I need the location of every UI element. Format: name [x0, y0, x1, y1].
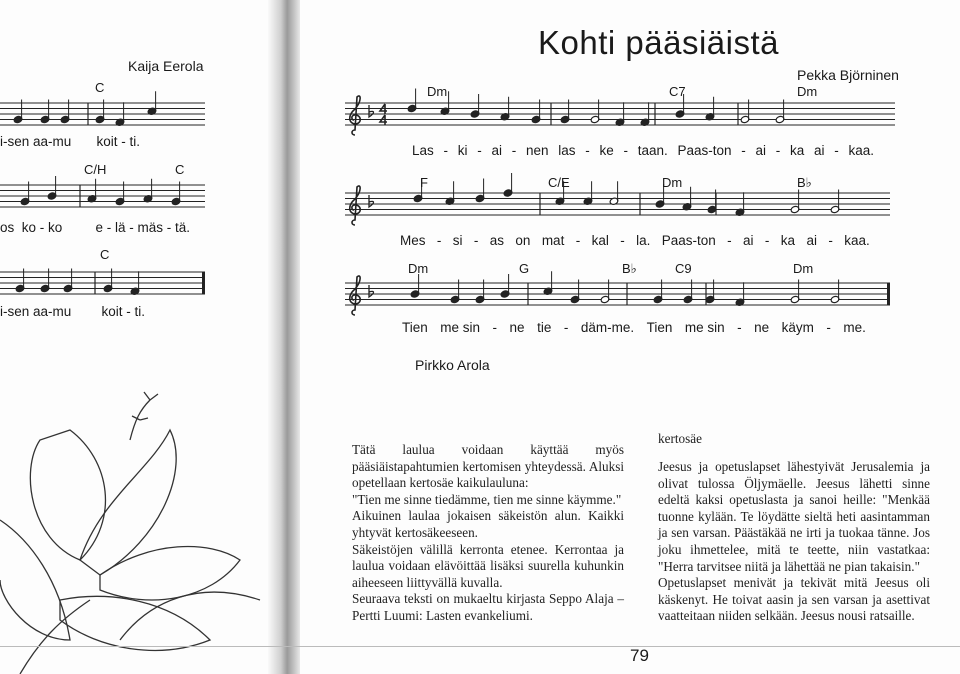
lyric-syllable: on	[515, 233, 531, 248]
lyric-syllable: Tien	[402, 320, 428, 335]
lyric-syllable: Paas-ton	[661, 233, 716, 248]
chord: B♭	[622, 261, 637, 276]
lyric-syllable: ai	[813, 143, 825, 158]
left-lyrics-line: i-sen aa-mu koit - ti.	[0, 134, 140, 149]
lyric-syllable: däm-me.	[580, 320, 635, 335]
chord: C/H	[84, 162, 107, 177]
lyric-syllable: -	[492, 320, 498, 335]
lyrics-line-2	[400, 233, 870, 248]
lyric-syllable: -	[620, 233, 625, 248]
left-lyrics-line: os ko - ko e - lä - mäs - tä.	[0, 220, 190, 235]
story-text: Jeesus ja opetuslapset lähestyivät Jerusalemia ja olivat tulossa Öljymäelle. Jeesus lähetti sinne edeltä kaksi opetuslasta ja sanoi heille: "Menkää tuonne kylään. Te löydätte sieltä heti aasintamman ja sen varsan. Päästäkää ne irti ja tuokaa tänne. Jos joku ihmettelee, mitä te teette, niin vastatkaa: "Herra tarvitsee niitä ja lähettää ne pian takaisin." Opetuslapset menivät ja tekivät mitä Jeesus oli käskenyt. He toivat aasin ja sen varsan ja asettivat vaatteitaan niiden selkään. Jeesus nousi ratsaille.	[658, 459, 930, 624]
lyric-syllable: ne	[509, 320, 525, 335]
treble-clef-icon	[350, 96, 361, 135]
left-lyrics-line: i-sen aa-mu koit - ti.	[0, 304, 145, 319]
lyric-syllable: -	[727, 233, 732, 248]
lyric-syllable: mat	[541, 233, 565, 248]
chord: Dm	[662, 175, 683, 190]
lyric-syllable: ka	[780, 233, 796, 248]
chord: C	[175, 162, 185, 177]
lyric-syllable: käym	[781, 320, 814, 335]
chord: C	[95, 80, 105, 95]
song-title: Kohti pääsiäistä	[538, 24, 779, 61]
chord: B♭	[797, 175, 812, 190]
lyric-syllable: Las	[412, 143, 434, 158]
lyricist: Pirkko Arola	[415, 357, 490, 373]
lyrics-line-3	[402, 320, 866, 335]
final-bar	[887, 283, 890, 305]
lyric-syllable: la.	[636, 233, 651, 248]
flat-icon	[369, 105, 374, 117]
lyrics-line-1	[412, 143, 874, 158]
lyric-syllable: -	[741, 143, 746, 158]
lyric-syllable: -	[511, 143, 517, 158]
lyric-syllable: kaa.	[848, 143, 874, 158]
lyric-syllable: nen	[525, 143, 549, 158]
lyric-syllable: me sin	[684, 320, 725, 335]
story-heading: kertosäe	[658, 431, 702, 446]
lyric-syllable: -	[826, 320, 831, 335]
chord: Dm	[427, 84, 448, 99]
lyric-syllable: -	[436, 233, 442, 248]
lyric-syllable: ne	[754, 320, 770, 335]
lyric-syllable: me.	[843, 320, 866, 335]
treble-clef-icon	[350, 186, 361, 225]
page-footer-rule	[0, 646, 960, 647]
lyric-syllable: -	[473, 233, 479, 248]
lyric-syllable: -	[575, 233, 581, 248]
lyric-syllable: as	[489, 233, 505, 248]
lyric-syllable: ki	[457, 143, 468, 158]
instructions-text: Tätä laulua voidaan käyttää myös pääsiäistapahtumien kertomisen yhteydessä. Aluksi opetellaan kertosäe kaikulauluna: "Tien me sinne tiedämme, tien me sinne käymme." Aikuinen laulaa jokaisen säkeistön alun. Kaikki yhtyvät kertosäkeeseen. Säkeistöjen välillä kerronta etenee. Kerrontaa ja laulua voidaan elävöittää lisäksi suurella kuhunkin aiheeseen liittyvällä kuvalla. Seuraava teksti on mukaeltu kirjasta Seppo Alaja – Pertti Luumi: Lasten evankeliumi.	[352, 442, 624, 623]
chord: C7	[669, 84, 686, 99]
page-number: 79	[630, 646, 649, 665]
composer: Pekka Björninen	[797, 67, 899, 83]
lyric-syllable: ai	[743, 233, 754, 248]
lyric-syllable: tie	[537, 320, 552, 335]
lyric-syllable: -	[563, 320, 569, 335]
chord: Dm	[797, 84, 818, 99]
lyric-syllable: -	[775, 143, 781, 158]
lyric-syllable: -	[828, 233, 833, 248]
lyric-syllable: taan.	[637, 143, 668, 158]
chord: C	[100, 247, 110, 262]
lyric-syllable: -	[443, 143, 449, 158]
lyric-syllable: si	[452, 233, 463, 248]
flower-illustration	[0, 0, 270, 674]
lyric-syllable: ai	[755, 143, 766, 158]
lyric-syllable: las	[558, 143, 576, 158]
chord: C9	[675, 261, 692, 276]
lyric-syllable: me sin	[440, 320, 481, 335]
chord: F	[420, 175, 428, 190]
lyric-syllable: kal	[591, 233, 609, 248]
lyric-syllable: -	[623, 143, 628, 158]
lyric-syllable: -	[585, 143, 590, 158]
lyric-syllable: -	[764, 233, 770, 248]
treble-clef-icon	[350, 276, 361, 315]
lyric-syllable: Paas-ton	[677, 143, 732, 158]
lyric-syllable: Tien	[646, 320, 673, 335]
chord: Dm	[408, 261, 429, 276]
flat-icon	[369, 195, 374, 207]
lyric-syllable: ka	[789, 143, 805, 158]
lyric-syllable: ai	[806, 233, 817, 248]
chord: G	[519, 261, 530, 276]
chord: C/E	[548, 175, 570, 190]
lyric-syllable: ke	[599, 143, 614, 158]
lyric-syllable: ai	[491, 143, 502, 158]
lyric-syllable: -	[477, 143, 482, 158]
left-composer: Kaija Eerola	[128, 58, 204, 74]
lyric-syllable: -	[834, 143, 839, 158]
lyric-syllable: Mes	[400, 233, 426, 248]
lyric-syllable: kaa.	[844, 233, 870, 248]
lyric-syllable: -	[737, 320, 742, 335]
chord: Dm	[793, 261, 814, 276]
flat-icon	[369, 285, 374, 297]
